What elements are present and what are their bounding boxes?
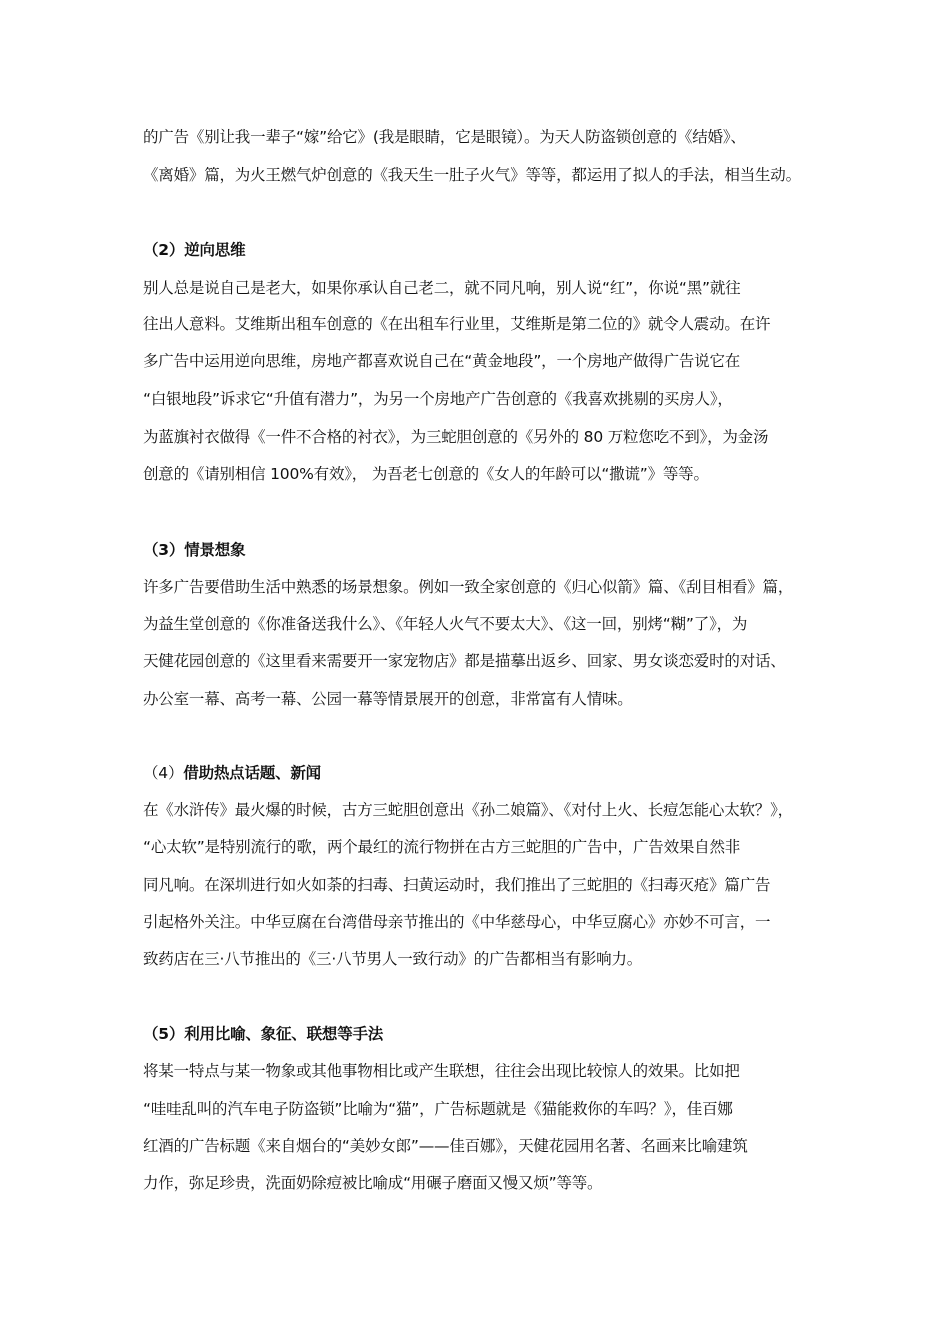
paragraph-line: 引起格外关注。中华豆腐在台湾借母亲节推出的《中华慈母心，中华豆腐心》亦妙不可言，一	[143, 913, 771, 931]
paragraph-line: 在《水浒传》最火爆的时候，古方三蛇胆创意出《孙二娘篇》、《对付上火、长痘怎能心太软？》，	[143, 801, 793, 819]
paragraph-line: 为益生堂创意的《你准备送我什么》、《年轻人火气不要太大》、《这一回，别烤“糊”了》，为	[143, 615, 748, 633]
paragraph-line: 别人总是说自己是老大，如果你承认自己老二，就不同凡响，别人说“红”，你说“黑”就往	[143, 279, 741, 297]
section-number: （2）	[143, 241, 185, 259]
paragraph-line: “白银地段”诉求它“升值有潜力”，为另一个房地产广告创意的《我喜欢挑剔的买房人》，	[143, 390, 733, 408]
paragraph-line: 创意的《请别相信 100%有效》， 为吾老七创意的《女人的年龄可以“撒谎”》等等。	[143, 465, 709, 483]
section-title: 情景想象	[184, 541, 246, 559]
paragraph-line: “心太软”是特别流行的歌，两个最红的流行物拼在古方三蛇胆的广告中，广告效果自然非	[143, 838, 741, 856]
paragraph-line: 同凡响。在深圳进行如火如荼的扫毒、扫黄运动时，我们推出了三蛇胆的《扫毒灭疮》篇广告	[143, 876, 771, 894]
section-title: 利用比喻、象征、联想等手法	[184, 1025, 384, 1043]
paragraph-line: 致药店在三·八节推出的《三·八节男人一致行动》的广告都相当有影响力。	[143, 950, 643, 968]
section-title: 逆向思维	[184, 241, 246, 259]
paragraph-line: 红酒的广告标题《来自烟台的“美妙女郎”——佳百娜》，天健花园用名著、名画来比喻建筑	[143, 1137, 748, 1155]
paragraph-line: 办公室一幕、高考一幕、公园一幕等情景展开的创意，非常富有人情味。	[143, 690, 633, 708]
section-number: （5）	[143, 1025, 185, 1043]
paragraph-line: 许多广告要借助生活中熟悉的场景想象。例如一致全家创意的《归心似箭》篇、《刮目相看》篇，	[143, 578, 794, 596]
paragraph-line: 多广告中运用逆向思维，房地产都喜欢说自己在“黄金地段”，一个房地产做得广告说它在	[143, 352, 741, 370]
section-heading-3	[143, 540, 823, 560]
section-heading-4	[143, 763, 823, 783]
intro-line: 《离婚》篇，为火王燃气炉创意的《我天生一肚子火气》等等，都运用了拟人的手法，相当生动。	[143, 166, 801, 184]
section-heading-2	[143, 240, 823, 260]
paragraph-line: 为蓝旗衬衣做得《一件不合格的衬衣》，为三蛇胆创意的《另外的 80 万粒您吃不到》，为金汤	[143, 428, 769, 446]
paragraph-line: 天健花园创意的《这里看来需要开一家宠物店》都是描摹出返乡、回家、男女谈恋爱时的对话、	[143, 652, 786, 670]
paragraph-line: 往出人意料。艾维斯出租车创意的《在出租车行业里，艾维斯是第二位的》就令人震动。在许	[143, 315, 771, 333]
section-heading-5	[143, 1024, 823, 1044]
section-number: （4）	[143, 764, 184, 782]
section-number: （3）	[143, 541, 185, 559]
intro-line: 的广告《别让我一辈子“嫁”给它》(我是眼睛，它是眼镜）。为天人防盗锁创意的《结婚》、	[143, 128, 746, 146]
section-title: 借助热点话题、新闻	[183, 764, 321, 782]
paragraph-line: 将某一特点与某一物象或其他事物相比或产生联想，往往会出现比较惊人的效果。比如把	[143, 1062, 740, 1080]
paragraph-line: 力作，弥足珍贵，洗面奶除痘被比喻成“用碾子磨面又慢又烦”等等。	[143, 1174, 603, 1192]
paragraph-line: “哇哇乱叫的汽车电子防盗锁”比喻为“猫”，广告标题就是《猫能救你的车吗？》，佳百娜	[143, 1100, 733, 1118]
